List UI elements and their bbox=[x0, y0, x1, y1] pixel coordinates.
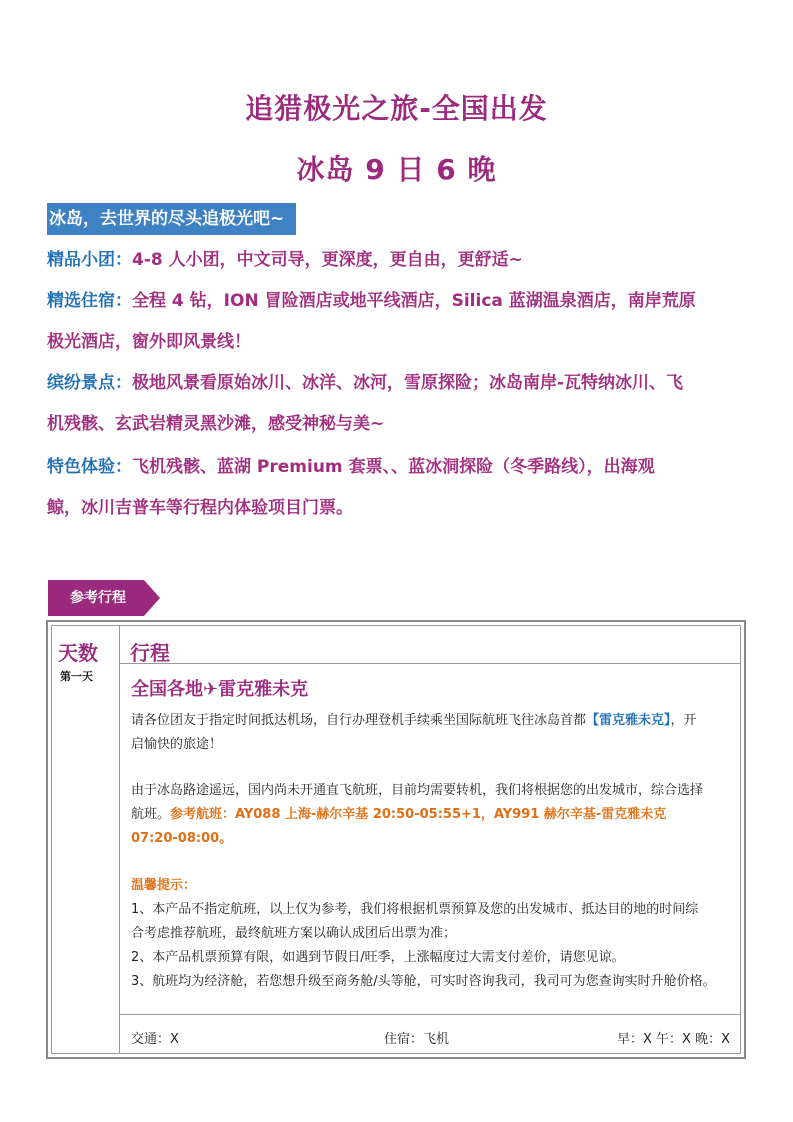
meals-info: 早：X 午：X 晚：X bbox=[617, 1032, 730, 1047]
itinerary-inner bbox=[51, 625, 741, 1054]
text: 由于冰岛路途遥远，国内尚未开通直飞航班，目前均需要转机，我们将根据您的出发城市，综合选择 bbox=[131, 783, 704, 798]
transport-info: 交通：X bbox=[131, 1032, 179, 1047]
text: 启愉快的旅途！ bbox=[131, 737, 223, 752]
feature-accommodation bbox=[47, 281, 747, 363]
tip-1-cont: 合考虑推荐航班，最终航班方案以确认成团后出票为准； bbox=[131, 926, 457, 941]
section-tag bbox=[48, 580, 160, 616]
paragraph-flights bbox=[131, 779, 739, 851]
feature-text: 极地风景看原始冰川、冰洋、冰河，雪原探险；冰岛南岸-瓦特纳冰川、飞 bbox=[132, 373, 684, 393]
feature-text-cont: 机残骸、玄武岩精灵黑沙滩，感受神秘与美~ bbox=[47, 414, 385, 434]
column-divider bbox=[119, 626, 120, 1053]
header-divider bbox=[119, 663, 740, 664]
feature-text: 飞机残骸、蓝湖 Premium 套票、、蓝冰洞探险（冬季路线），出海观 bbox=[132, 457, 655, 477]
feature-small-group bbox=[47, 240, 747, 281]
itinerary-table bbox=[46, 620, 746, 1059]
page-subtitle: 冰岛 9 日 6 晚 bbox=[296, 153, 497, 186]
text: ，开 bbox=[670, 713, 697, 728]
feature-sights bbox=[47, 363, 747, 445]
paragraph-tips bbox=[131, 874, 739, 994]
lodging-info: 住宿：飞机 bbox=[384, 1032, 450, 1047]
page-title: 追猎极光之旅-全国出发 bbox=[245, 92, 548, 125]
feature-text-cont: 极光酒店，窗外即风景线！ bbox=[47, 332, 251, 352]
column-header-day: 天数 bbox=[58, 641, 98, 665]
tip-1: 1、本产品不指定航班，以上仅为参考，我们将根据机票预算及您的出发城市、抵达目的地的时间综 bbox=[131, 902, 699, 917]
feature-label: 精品小团： bbox=[47, 250, 132, 270]
city-highlight: 【雷克雅未克】 bbox=[586, 713, 671, 728]
paragraph-arrival bbox=[131, 709, 739, 757]
feature-text: 全程 4 钻，ION 冒险酒店或地平线酒店，Silica 蓝湖温泉酒店，南岸荒原 bbox=[132, 291, 696, 311]
day-route: 全国各地✈雷克雅未克 bbox=[131, 679, 309, 700]
tip-2: 2、本产品机票预算有限，如遇到节假日/旺季，上涨幅度过大需支付差价，请您见谅。 bbox=[131, 950, 625, 965]
feature-label: 精选住宿： bbox=[47, 291, 132, 311]
column-header-plan: 行程 bbox=[130, 641, 170, 665]
feature-text: 4-8 人小团，中文司导，更深度，更自由，更舒适~ bbox=[132, 250, 523, 270]
section-tag-label: 参考行程 bbox=[70, 590, 126, 606]
feature-label: 缤纷景点： bbox=[47, 373, 132, 393]
footer-divider bbox=[119, 1014, 740, 1015]
tips-title: 温馨提示： bbox=[131, 878, 197, 893]
feature-text-cont: 鲸，冰川吉普车等行程内体验项目门票。 bbox=[47, 498, 353, 518]
tip-3: 3、航班均为经济舱，若您想升级至商务舱/头等舱，可实时咨询我司，我司可为您查询实时升舱价格。 bbox=[131, 974, 716, 989]
text: 航班。 bbox=[131, 807, 171, 822]
reference-flight: 参考航班：AY088 上海-赫尔辛基 20:50-05:55+1，AY991 赫尔辛基-雷克雅未克 bbox=[170, 807, 667, 822]
feature-label: 特色体验： bbox=[47, 457, 132, 477]
day-label: 第一天 bbox=[60, 670, 93, 683]
text: 请各位团友于指定时间抵达机场，自行办理登机手续乘坐国际航班飞往冰岛首都 bbox=[131, 713, 587, 728]
reference-flight-cont: 07:20-08:00。 bbox=[131, 831, 233, 846]
feature-experiences bbox=[47, 447, 747, 529]
intro-banner: 冰岛，去世界的尽头追极光吧~ bbox=[47, 203, 296, 235]
